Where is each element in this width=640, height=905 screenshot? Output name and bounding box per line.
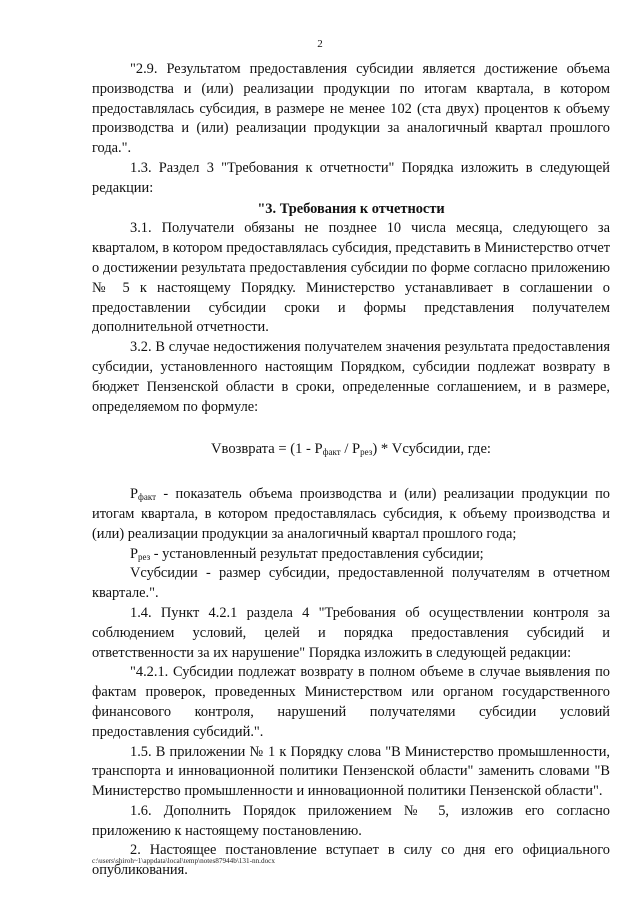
definition-p-fact <box>92 485 610 544</box>
formula-suffix: ) * Vсубсидии, где: <box>372 441 491 458</box>
formula-sub-rez: рез <box>360 447 373 458</box>
definition-symbol: Vсубсидии <box>130 565 198 582</box>
paragraph-3-1: 3.1. Получатели обязаны не позднее 10 числа месяца, следующего за кварталом, в котором предоставлялась субсидия, представить в Министерство отчет о достижении результата предоставления субсидии по форме согласно приложению № 5 к настоящему Порядку. Министерство устанавливает в соглашении о предоставлении субсидии сроки и формы представления получателем дополнительной отчетности. <box>92 220 610 336</box>
footer-file-path: c:\users\shiroh~1\appdata\local\temp\notes87944b\131-nn.docx <box>92 857 275 865</box>
paragraph-2: 2. Настоящее постановление вступает в силу со дня его официального опубликования. <box>92 842 610 879</box>
formula-middle: / P <box>340 441 361 458</box>
definition-subscript: рез <box>138 551 151 562</box>
document-body <box>92 60 610 881</box>
definition-text: - показатель объема производства и (или) реализации продукции по итогам квартала, в котором предоставлялась субсидия, к объему производства и (или) реализации продукции за аналогичный квартал прошлого года; <box>92 486 610 542</box>
paragraph-4-2-1: "4.2.1. Субсидии подлежат возврату в полном объеме в случае выявления по фактам проверок, проведенных Министерством или органом государственного финансового контроля, нарушений получателями субсидии условий предоставления субсидий.". <box>92 664 610 740</box>
paragraph-3-2: 3.2. В случае недостижения получателем значения результата предоставления субсидии, установленного настоящим Порядком, субсидии подлежат возврату в бюджет Пензенской области в сроки, определенные соглашением, и в размере, определяемом по формуле: <box>92 339 610 415</box>
definition-symbol: P <box>130 545 139 562</box>
definition-subscript: факт <box>138 492 157 503</box>
paragraph-1-3: 1.3. Раздел 3 "Требования к отчетности" Порядка изложить в следующей редакции: <box>92 159 610 196</box>
definition-text: - размер субсидии, предоставленной получателям в отчетном квартале.". <box>92 565 610 602</box>
section-heading: "3. Требования к отчетности <box>257 200 445 217</box>
paragraph-1-5: 1.5. В приложении № 1 к Порядку слова "В Министерство промышленности, транспорта и инновационной политики Пензенской области" заменить словами "В Министерство промышленности и инновационной политики Пензенской области". <box>92 743 610 800</box>
definition-symbol: P <box>130 486 139 503</box>
definition-text: - установленный результат предоставления субсидии; <box>150 545 484 562</box>
paragraph-2-9: "2.9. Результатом предоставления субсидии является достижение объема производства и (или) реализации продукции по итогам квартала, в котором предоставлялась субсидия, в размере не менее 102 (ста двух) процентов к объему производства и (или) реализации продукции за аналогичный квартал прошлого года.". <box>92 61 610 157</box>
page-number: 2 <box>317 38 323 50</box>
formula-sub-fact: факт <box>322 447 341 458</box>
definition-p-rez <box>92 545 610 565</box>
paragraph-1-6: 1.6. Дополнить Порядок приложением № 5, изложив его согласно приложению к настоящему постановлению. <box>92 802 610 839</box>
formula-prefix: Vвозврата = (1 - P <box>211 441 323 458</box>
definition-v-subsidii <box>92 564 610 604</box>
paragraph-1-4: 1.4. Пункт 4.2.1 раздела 4 "Требования об осуществлении контроля за соблюдением условий, целей и порядка предоставления субсидий и ответственности за их нарушение" Порядка изложить в следующей редакции: <box>92 604 610 661</box>
refund-formula <box>92 440 610 460</box>
